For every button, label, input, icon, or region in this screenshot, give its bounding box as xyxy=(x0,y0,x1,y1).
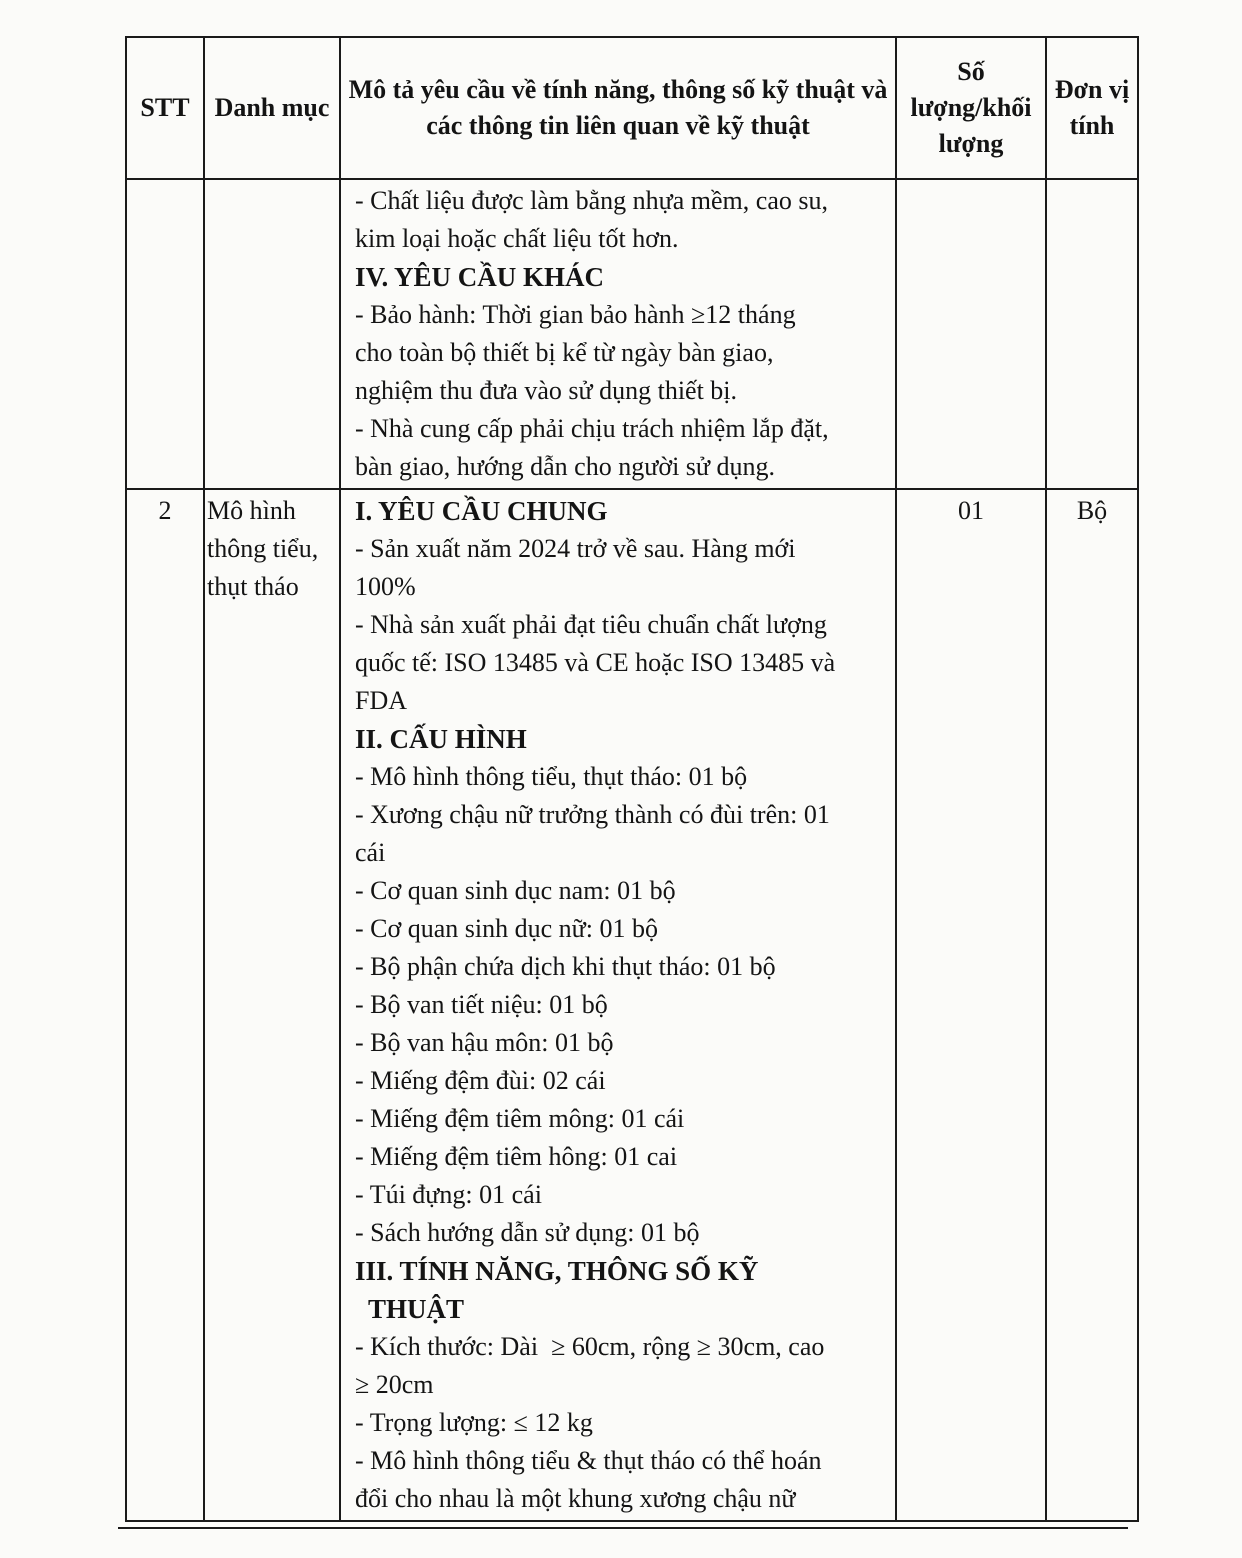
cell-stt xyxy=(126,179,204,489)
section-heading: I. YÊU CẦU CHUNG xyxy=(355,496,608,526)
cell-description xyxy=(340,489,896,1521)
desc-line: ≥ 20cm xyxy=(355,1370,434,1399)
desc-line: cho toàn bộ thiết bị kể từ ngày bàn giao, xyxy=(355,338,774,367)
desc-line: - Cơ quan sinh dục nữ: 01 bộ xyxy=(355,914,658,943)
header-unit: Đơn vị tính xyxy=(1046,37,1138,179)
desc-line: - Mô hình thông tiểu & thụt tháo có thể hoán xyxy=(355,1446,822,1475)
cell-category xyxy=(204,179,340,489)
desc-line: - Miếng đệm tiêm mông: 01 cái xyxy=(355,1104,685,1133)
section-heading: IV. YÊU CẦU KHÁC xyxy=(355,262,605,292)
table-row xyxy=(126,179,1138,489)
cell-unit xyxy=(1046,179,1138,489)
desc-line: - Túi đựng: 01 cái xyxy=(355,1180,542,1209)
section-heading: II. CẤU HÌNH xyxy=(355,724,527,754)
desc-line: - Sản xuất năm 2024 trở về sau. Hàng mới xyxy=(355,534,796,563)
desc-line: - Kích thước: Dài ≥ 60cm, rộng ≥ 30cm, cao xyxy=(355,1332,825,1361)
table-header-row xyxy=(126,37,1138,179)
desc-line: - Chất liệu được làm bằng nhựa mềm, cao su, xyxy=(355,186,828,215)
desc-line: - Bộ van hậu môn: 01 bộ xyxy=(355,1028,614,1057)
cell-stt: 2 xyxy=(126,489,204,1521)
cell-category: Mô hình thông tiểu, thụt tháo xyxy=(204,489,340,1521)
cell-quantity: 01 xyxy=(896,489,1046,1521)
header-description: Mô tả yêu cầu về tính năng, thông số kỹ thuật và các thông tin liên quan về kỹ thuật xyxy=(340,37,896,179)
desc-line: nghiệm thu đưa vào sử dụng thiết bị. xyxy=(355,376,738,405)
table-bottom-border xyxy=(118,1527,1128,1529)
desc-line: - Cơ quan sinh dục nam: 01 bộ xyxy=(355,876,676,905)
section-heading: III. TÍNH NĂNG, THÔNG SỐ KỸ xyxy=(355,1256,759,1286)
desc-line: kim loại hoặc chất liệu tốt hơn. xyxy=(355,224,679,253)
desc-line: - Bộ van tiết niệu: 01 bộ xyxy=(355,990,608,1019)
desc-line: FDA xyxy=(355,686,408,715)
desc-line: - Xương chậu nữ trưởng thành có đùi trên: 01 xyxy=(355,800,830,829)
desc-line: - Nhà sản xuất phải đạt tiêu chuẩn chất lượng xyxy=(355,610,827,639)
desc-line: cái xyxy=(355,838,386,867)
desc-line: - Trọng lượng: ≤ 12 kg xyxy=(355,1408,593,1437)
desc-line: - Mô hình thông tiểu, thụt tháo: 01 bộ xyxy=(355,762,748,791)
header-category: Danh mục xyxy=(204,37,340,179)
spec-table xyxy=(125,36,1139,1522)
desc-line: bàn giao, hướng dẫn cho người sử dụng. xyxy=(355,452,775,481)
desc-line: đổi cho nhau là một khung xương chậu nữ xyxy=(355,1484,796,1513)
section-heading: THUẬT xyxy=(355,1294,465,1324)
cell-description xyxy=(340,179,896,489)
desc-line: - Miếng đệm đùi: 02 cái xyxy=(355,1066,606,1095)
desc-line: - Miếng đệm tiêm hông: 01 cai xyxy=(355,1142,678,1171)
cell-quantity xyxy=(896,179,1046,489)
cell-unit: Bộ xyxy=(1046,489,1138,1521)
desc-line: - Nhà cung cấp phải chịu trách nhiệm lắp đặt, xyxy=(355,414,829,443)
desc-line: quốc tế: ISO 13485 và CE hoặc ISO 13485 và xyxy=(355,648,836,677)
header-quantity: Số lượng/khối lượng xyxy=(896,37,1046,179)
desc-line: - Bộ phận chứa dịch khi thụt tháo: 01 bộ xyxy=(355,952,776,981)
desc-line: - Sách hướng dẫn sử dụng: 01 bộ xyxy=(355,1218,700,1247)
table-row xyxy=(126,489,1138,1521)
desc-line: 100% xyxy=(355,572,416,601)
desc-line: - Bảo hành: Thời gian bảo hành ≥12 tháng xyxy=(355,300,796,329)
header-stt: STT xyxy=(126,37,204,179)
